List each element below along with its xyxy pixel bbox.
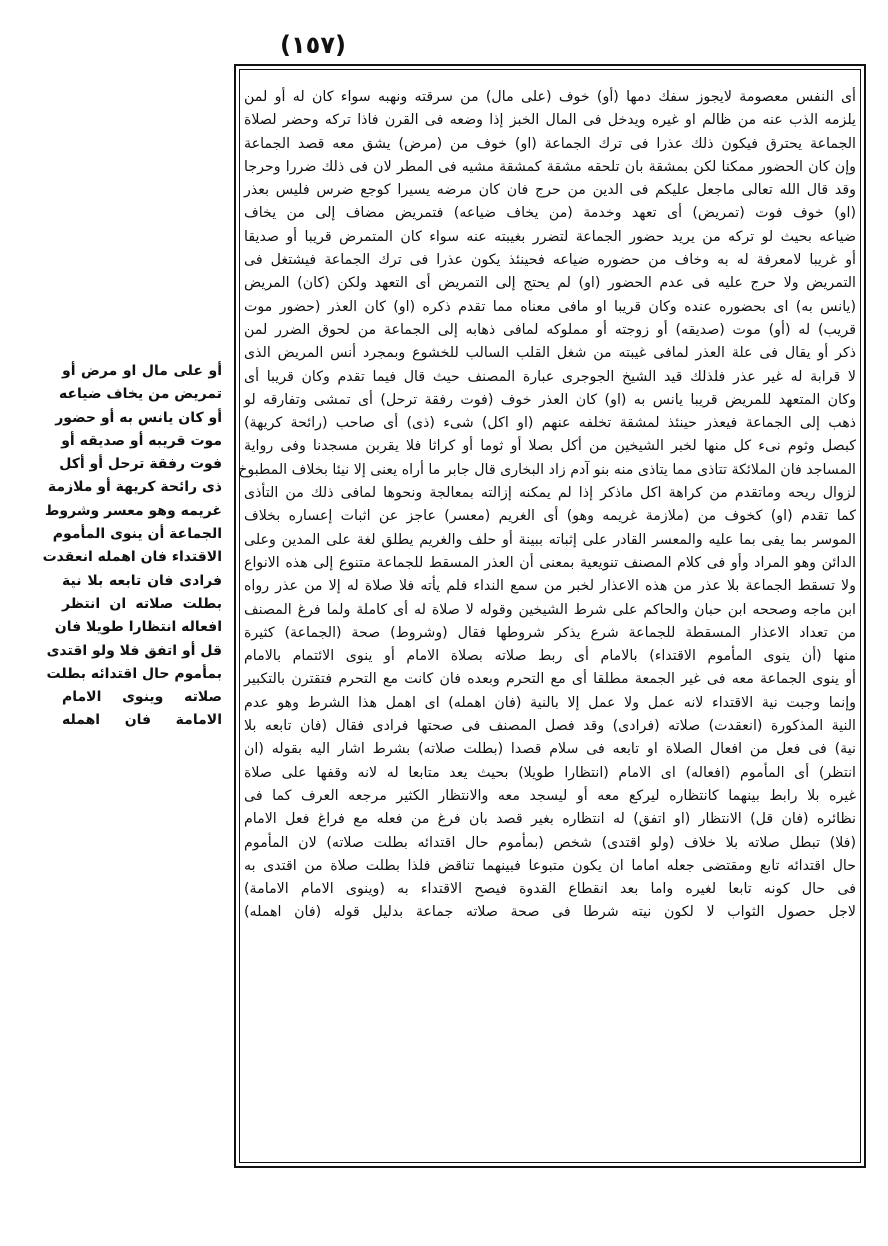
main-text-line: أو غريبا لامعرفة له به وخاف من حضوره ضياعه فحينئذ يكون عذرا فى ترك الجماعة فيشتغل فى [244,252,856,269]
margin-text-line: فرادى فان تابعه بلا نية [62,572,222,589]
main-text-line: يلزمه الذب عنه من ظالم او غيره ويدخل فى المال الخبز إذا وضعه فى القرن فاذا تركه وحضر لصلاة [244,112,856,129]
margin-text-line: الاقتداء فان اهمله انعقدت [42,549,222,566]
margin-text-line: بطلت صلاته ان انتظر [62,595,222,612]
main-text-line: الموسر بما يفى بما عليه والمعسر القادر على إثباته ببينة أو حلف والغريم يطلق لغة على المدين وعلى [244,531,856,548]
main-text-line: ذكر أو يقال فى علة العذر لمافى غيبته من شغل القلب السالب للخشوع وبمجرد أنس المريض الذى [244,345,856,362]
main-text-line: الجماعة يحترق فيكون ذلك عذرا فى ترك الجماعة (او) خوف من (مرض) يشق معه قصد الجماعة [244,135,856,152]
main-text-line: أى النفس معصومة لايجوز سفك دمها (أو) خوف (على مال) من سرقته ونهبه سواء كان له أو لمن [244,89,856,105]
main-text-line: نية) فى فعل من افعال الصلاة او تابعه فى سلام قصدا (بطلت صلاته) بشرط اشار اليه بقوله (ان [244,741,856,758]
margin-text-line: الامامة فان اهمله [62,712,222,729]
main-text-line: وإن كان الحضور ممكنا لكن بمشقة بان تلحقه مشقة كمشقة مشيه فى المطر لان فى ذلك ضررا وحرجا [244,158,856,175]
main-text-line: نظائره (فان قل) الانتظار (او اتفق) له انتظاره بغير قصد بان فرغ من فعله مع فراغ فعل الامام [244,811,856,828]
main-text-line: ضياعه بحيث لو تركه من يريد حضور الجماعة لتضرر بغيبته عنه سواء كان المتمرض قريبا أو صديقا [244,228,856,245]
main-text-line: النية المذكورة (انعقدت) صلاته (فرادى) وقد فصل المصنف فى صحتها فرادى فقال (فان تابعه بلا [244,718,856,735]
main-text-line: (فلا) تبطل صلاته بلا خلاف (ولو اقتدى) شخص (بمأموم حال اقتدائه بطلت صلاته) لان المأموم [244,834,856,851]
main-text-line: أو ينوى الجماعة معه فى غير الجمعة مطلقا أى مع التحرم وبعده فان كانت مع التحرم فتقترن بالتكبير [244,671,856,688]
main-text-line: وكان المتعهد للمريض قريبا يانس به (او) كان العذر خوف (فوت رفقة ترحل) أى تمشى وتفارقه لو [244,391,856,408]
margin-text-line: افعاله انتظارا طويلا فان [54,619,222,636]
main-text-line: ابن ماجه وصححه ابن حبان والحاكم على شرط الشيخين وقوله لا صلاة له أى كاملة ولما فرغ المصنف [244,601,856,618]
main-text-line: كبصل وثوم نىء كل منها لخبر الشيخين من أكل بصلا أو ثوما أو كراثا فلا يقربن مسجدنا وفى رواية [244,438,856,455]
main-text-line: فى حال كونه تابعا لغيره واما بعد انقطاع القدوة فيصح الاقتداء به (وينوى الامام الامامة) [244,881,856,898]
main-text-line: (يانس به) اى بحضوره عنده وكان قريبا او مافى معناه مما تقدم ذكره (او) كان العذر (حضور موت [244,298,856,315]
margin-text-line: غريمه وهو معسر وشروط [44,502,222,519]
main-text-line: لزوال ريحه وماتقدم من كراهة اكل ماذكر إذا لم يمكنه إزالته بمعالجة ونحوها لمافى ذلك من التأذى [244,485,856,502]
margin-text-line: قل أو اتفق فلا ولو اقتدى [46,642,222,659]
main-text-line: منها (أن ينوى المأموم الاقتداء) بالامام أى ربط صلاته بصلاة الامام أو ينوى الائتمام بالامام [244,648,856,665]
margin-text-line: موت قريبه أو صديقه أو [61,432,222,449]
main-text-line: حال اقتدائه تابع ومقتضى جعله اماما ان يكون متبوعا فبينهما تناقض فلذا بطلت صلاة من اقتدى به [244,857,856,874]
main-text-line: غيره بلا رابط بينهما كانتظاره ليركع معه أو ليسجد معه والانتظار الكثير مرجعه العرف كما فى [244,787,856,804]
main-text-line: الدائن وهو المراد وأو فى كلام المصنف تنويعية بمعنى أن العذر المسقط للجماعة متنوع إلى هذه الانواع [244,554,856,571]
main-text-line: لا قرابة له غير عذر فلذلك قيد الشيخ الجوجرى عبارة المصنف حيث قال فيما تقدم وكان قريبا أى [244,368,856,385]
main-text-line: لاجل حصول الثواب لا لكون نيته شرطا فى صحة صلاته جماعة بدليل قوله (فان اهمله) [244,904,856,921]
main-text-block [238,86,856,1162]
margin-text-line: أو على مال او مرض أو [62,363,222,379]
main-text-line: ذهب إلى الجماعة فيعذر حينئذ لمشقة تخلفه عنهم (او اكل) شىء (ذى) أى صاحب (رائحة كريهة) [244,415,856,432]
margin-text-line: صلاته وينوى الامام [62,689,222,706]
main-text-line: وإنما وجبت نية الاقتداء لانه عمل ولا عمل إلا بالنية (فان اهمله) اى اهمل هذا الشرط وهو عدم [244,694,856,711]
page-number: (١٥٧) [280,31,346,59]
margin-text-block [42,360,222,733]
margin-text-line: بمأموم حال اقتدائه بطلت [46,665,222,682]
main-text-line: كما تقدم (او) كخوف من (ملازمة غريمه وهو) أى الغريم (معسر) عاجز عن اثبات إعساره بخلاف [244,508,856,525]
margin-text-line: فوت رفقة ترحل أو أكل [59,456,222,473]
main-text-line: وقد قال الله تعالى ماجعل عليكم فى الدين من حرج فان كان مرضه يسيرا كوجع ضرس فليس بعذر [244,182,856,199]
main-text-line: التمريض ولا حرج عليه فى عدم الحضور (او) لم يحتج إلى التمريض أى التعهد ولكن (كان) المريض [244,275,856,292]
main-text-line: قريب) له (أو) موت (صديقه) أو زوجته أو مملوكه لمافى ذهابه إلى الجماعة من لحوق الضرر لمن [244,321,856,338]
main-text-line: المساجد فان الملائكة تتاذى مما يتاذى منه بنو آدم زاد البخارى قال جابر ما أراه يعنى إلا نيئا بخلاف المطبوخ [238,461,856,478]
margin-text-line: أو كان يانس به أو حضور [55,409,222,426]
main-text-line: (او) خوف فوت (تمريض) أى تعهد وخدمة (من يخاف ضياعه) فتمريض مضاف إلى من يخاف [244,205,856,222]
margin-text-line: الجماعة أن ينوى المأموم [52,526,222,543]
margin-text-line: ذى رائحة كريهة أو ملازمة [47,479,222,496]
main-text-line: انتظر) أى المأموم (افعاله) اى الامام (انتظارا طويلا) بحيث يعد متابعا له لانه وقفها على صلاة [244,764,856,781]
main-text-line: من تعداد الاعذار المسقطة للجماعة شرع يذكر شروطها فقال (وشروط) صحة (الجماعة) كثيرة [244,624,856,641]
main-text-line: ولا تسقط الجماعة بلا عذر من هذه الاعذار لخبر من سمع النداء فلم يأته فلا صلاة له إلا من عذر رواه [244,578,856,595]
margin-text-line: تمريض من يخاف ضياعه [58,386,222,403]
